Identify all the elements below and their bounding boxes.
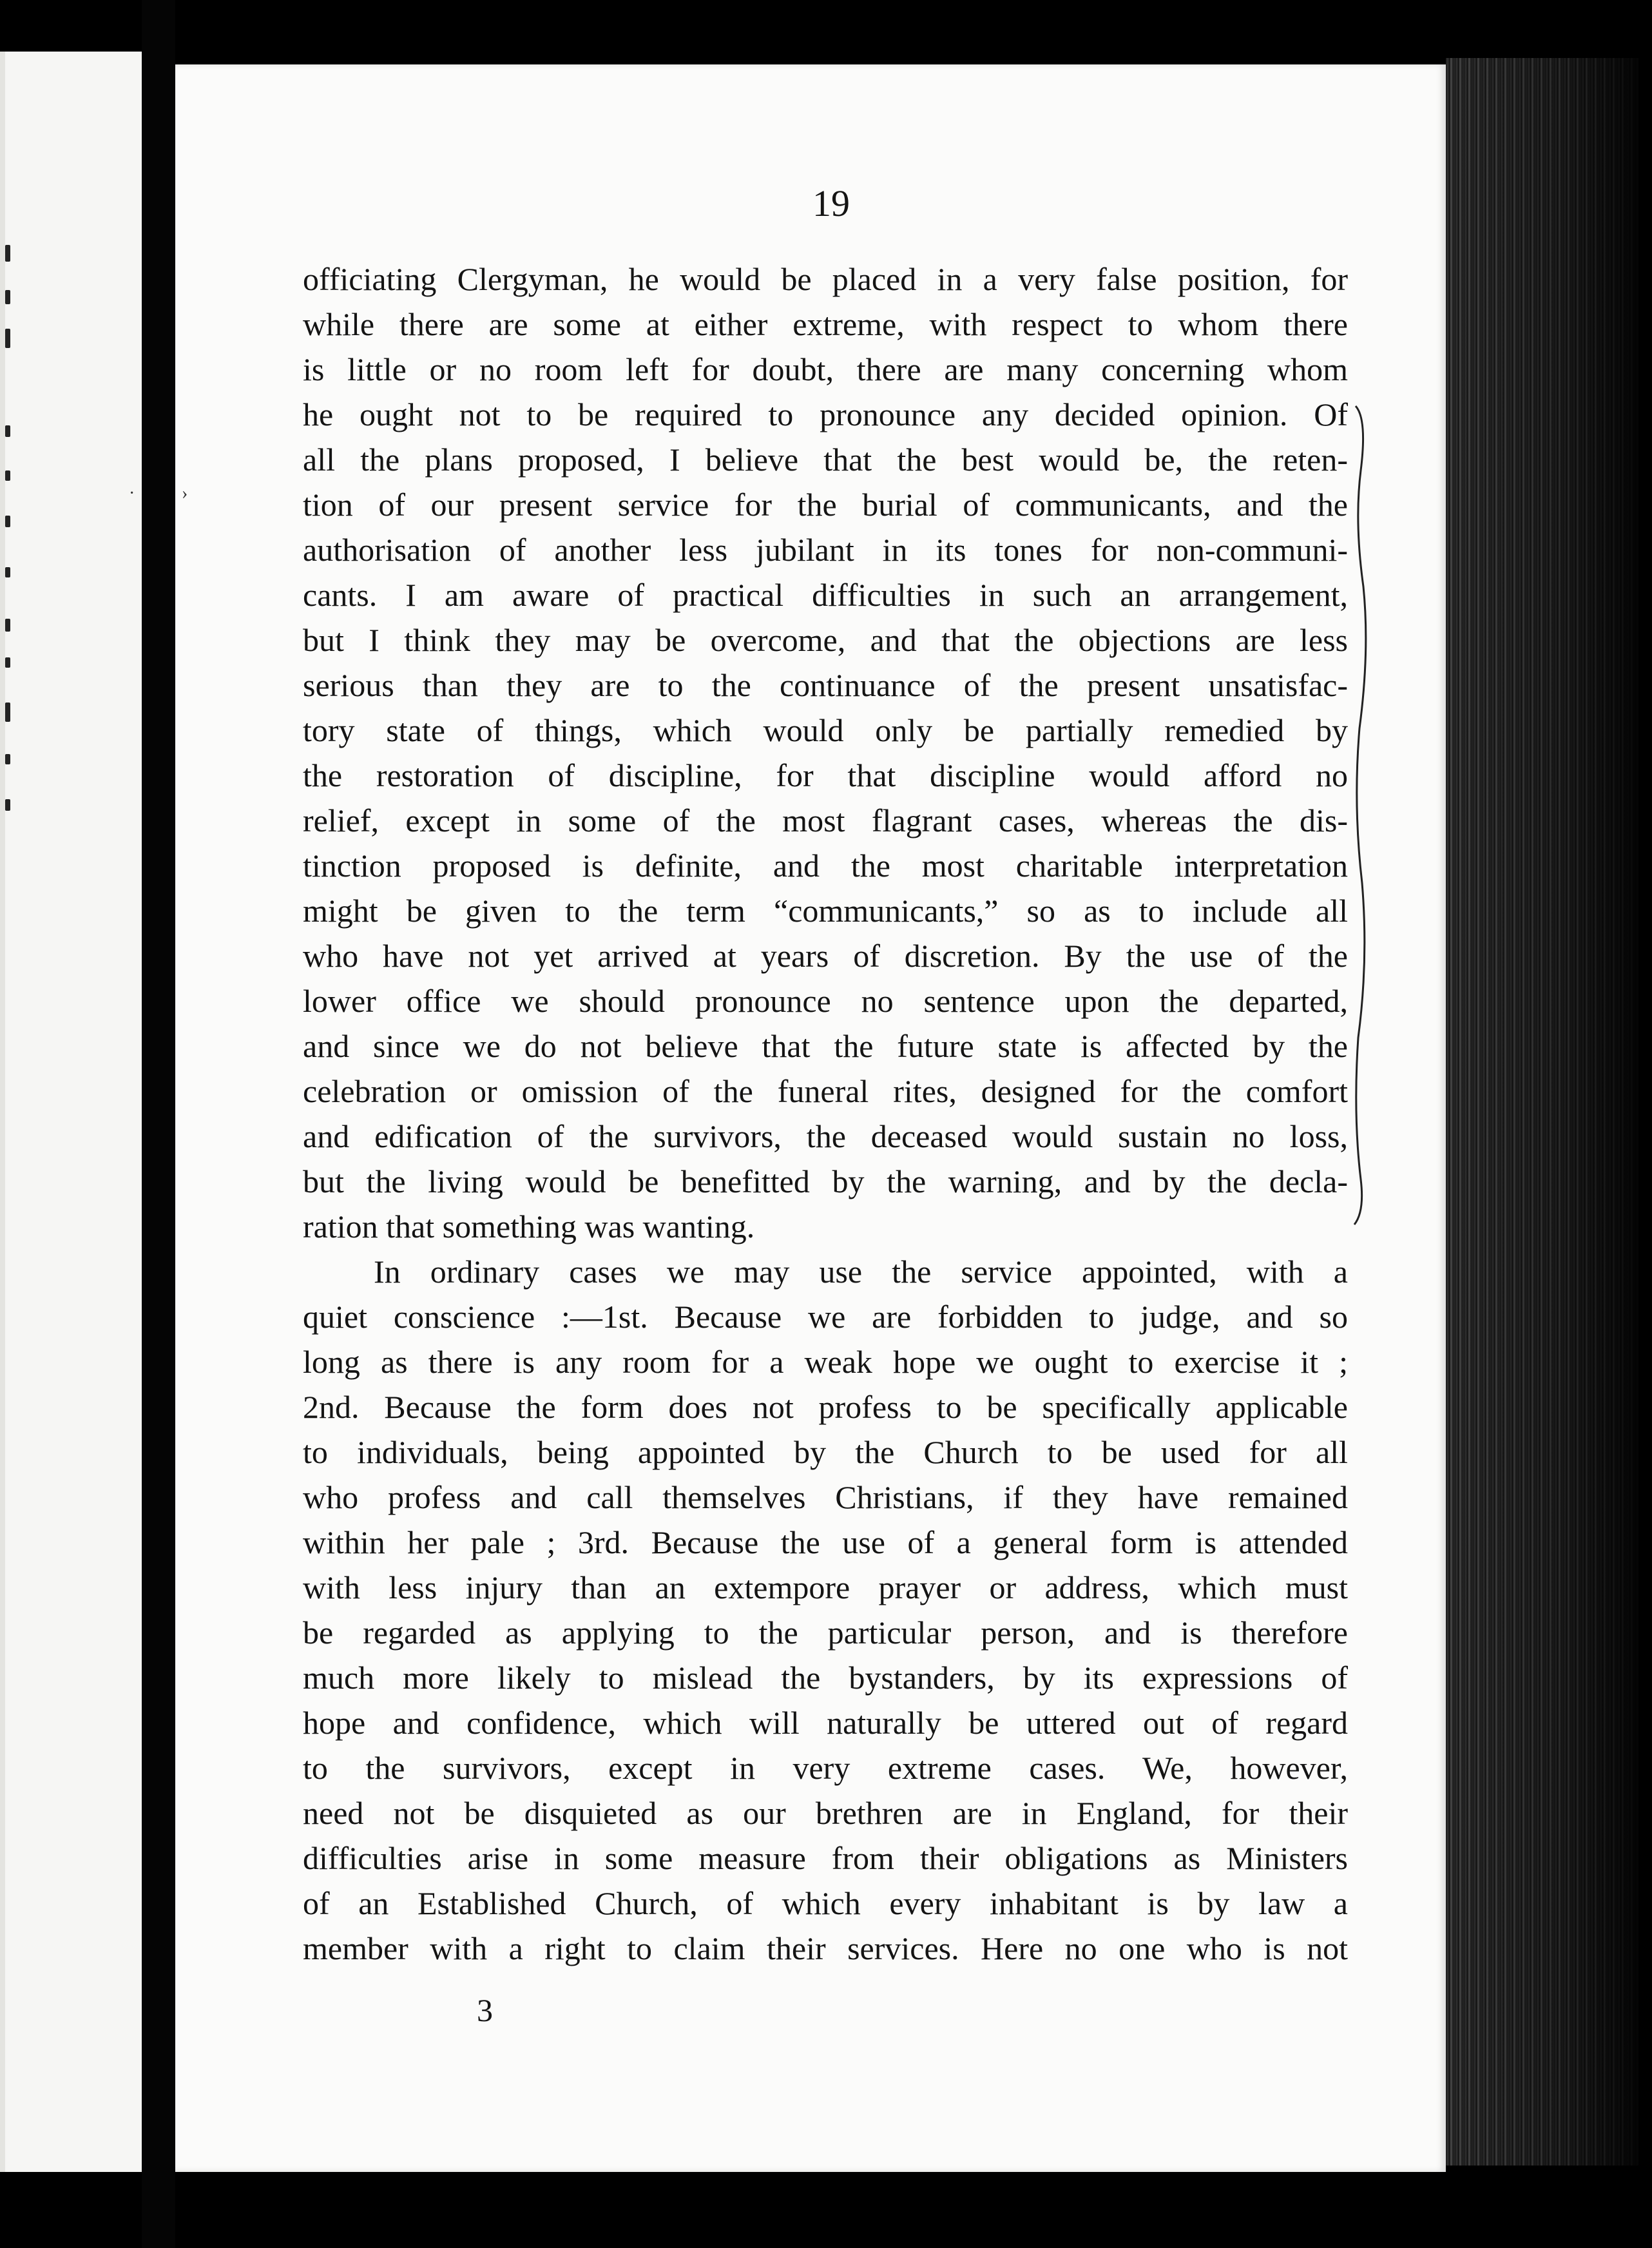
text-line: who profess and call themselves Christians, if they have remained xyxy=(303,1479,1348,1515)
text-line: quiet conscience :—1st. Because we are forbidden to judge, and so xyxy=(303,1299,1348,1335)
body-text xyxy=(303,257,1348,1971)
text-line: need not be disquieted as our brethren are in England, for their xyxy=(303,1795,1348,1831)
text-line: hope and confidence, which will naturally be uttered out of regard xyxy=(303,1705,1348,1741)
text-line: of an Established Church, of which every inhabitant is by law a xyxy=(303,1885,1348,1921)
text-fragment xyxy=(5,425,10,437)
book-gutter xyxy=(142,0,175,2248)
stray-ink-mark: · xyxy=(129,483,135,503)
stray-ink-mark: › xyxy=(182,483,188,503)
text-line: tion of our present service for the burial of communicants, and the xyxy=(303,487,1348,523)
text-line: but the living would be benefitted by the warning, and by the decla- xyxy=(303,1163,1348,1199)
text-line: member with a right to claim their services. Here no one who is not xyxy=(303,1930,1348,1966)
paragraph xyxy=(303,257,1348,1249)
page-number: 19 xyxy=(812,182,850,224)
text-line: ration that something was wanting. xyxy=(303,1208,755,1245)
facing-page-edge xyxy=(0,52,5,2172)
text-line: tinction proposed is definite, and the most charitable interpretation xyxy=(303,848,1348,884)
text-line: to the survivors, except in very extreme cases. We, however, xyxy=(303,1750,1348,1786)
text-fragment xyxy=(5,754,10,764)
text-line: within her pale ; 3rd. Because the use of a general form is attended xyxy=(303,1524,1348,1560)
text-line: and since we do not believe that the future state is affected by the xyxy=(303,1028,1348,1064)
text-line: with less injury than an extempore prayer or address, which must xyxy=(303,1569,1348,1605)
paragraph xyxy=(303,1249,1348,1971)
text-line: is little or no room left for doubt, there are many concerning whom xyxy=(303,351,1348,387)
text-line: 2nd. Because the form does not profess to be specifically applicable xyxy=(303,1389,1348,1425)
text-fragment xyxy=(5,619,10,632)
marginal-bracket-mark xyxy=(1352,393,1371,1231)
text-fragment xyxy=(5,702,10,722)
text-line: In ordinary cases we may use the service appointed, with a xyxy=(374,1254,1348,1290)
text-line: be regarded as applying to the particular person, and is therefore xyxy=(303,1614,1348,1651)
signature-mark: 3 xyxy=(477,1992,493,2028)
text-line: authorisation of another less jubilant in its tones for non-communi- xyxy=(303,532,1348,568)
text-line: long as there is any room for a weak hope we ought to exercise it ; xyxy=(303,1344,1348,1380)
text-line: officiating Clergyman, he would be placed in a very false position, for xyxy=(303,261,1348,297)
text-fragment xyxy=(5,290,10,304)
text-line: serious than they are to the continuance of the present unsatisfac- xyxy=(303,667,1348,703)
text-line: celebration or omission of the funeral rites, designed for the comfort xyxy=(303,1073,1348,1109)
text-line: all the plans proposed, I believe that the best would be, the reten- xyxy=(303,441,1348,478)
text-fragment xyxy=(5,329,10,348)
text-fragment xyxy=(5,657,10,668)
text-line: he ought not to be required to pronounce any decided opinion. Of xyxy=(303,396,1348,432)
text-line: but I think they may be overcome, and that the objections are less xyxy=(303,622,1348,658)
facing-page xyxy=(0,52,142,2172)
page-edges xyxy=(1446,58,1639,2166)
text-line: difficulties arise in some measure from their obligations as Ministers xyxy=(303,1840,1348,1876)
text-fragment xyxy=(5,245,10,262)
text-line: lower office we should pronounce no sentence upon the departed, xyxy=(303,983,1348,1019)
text-fragment xyxy=(5,799,10,811)
text-fragment xyxy=(5,516,10,527)
text-fragment xyxy=(5,567,10,577)
text-line: might be given to the term “communicants,” so as to include all xyxy=(303,893,1348,929)
text-line: the restoration of discipline, for that discipline would afford no xyxy=(303,757,1348,793)
text-line: cants. I am aware of practical difficulties in such an arrangement, xyxy=(303,577,1348,613)
text-line: relief, except in some of the most flagrant cases, whereas the dis- xyxy=(303,802,1348,838)
text-line: and edification of the survivors, the deceased would sustain no loss, xyxy=(303,1118,1348,1154)
text-fragment xyxy=(5,470,10,481)
text-line: tory state of things, which would only be partially remedied by xyxy=(303,712,1348,748)
text-line: while there are some at either extreme, with respect to whom there xyxy=(303,306,1348,342)
text-line: much more likely to mislead the bystanders, by its expressions of xyxy=(303,1660,1348,1696)
text-line: who have not yet arrived at years of discretion. By the use of the xyxy=(303,938,1348,974)
text-line: to individuals, being appointed by the Church to be used for all xyxy=(303,1434,1348,1470)
